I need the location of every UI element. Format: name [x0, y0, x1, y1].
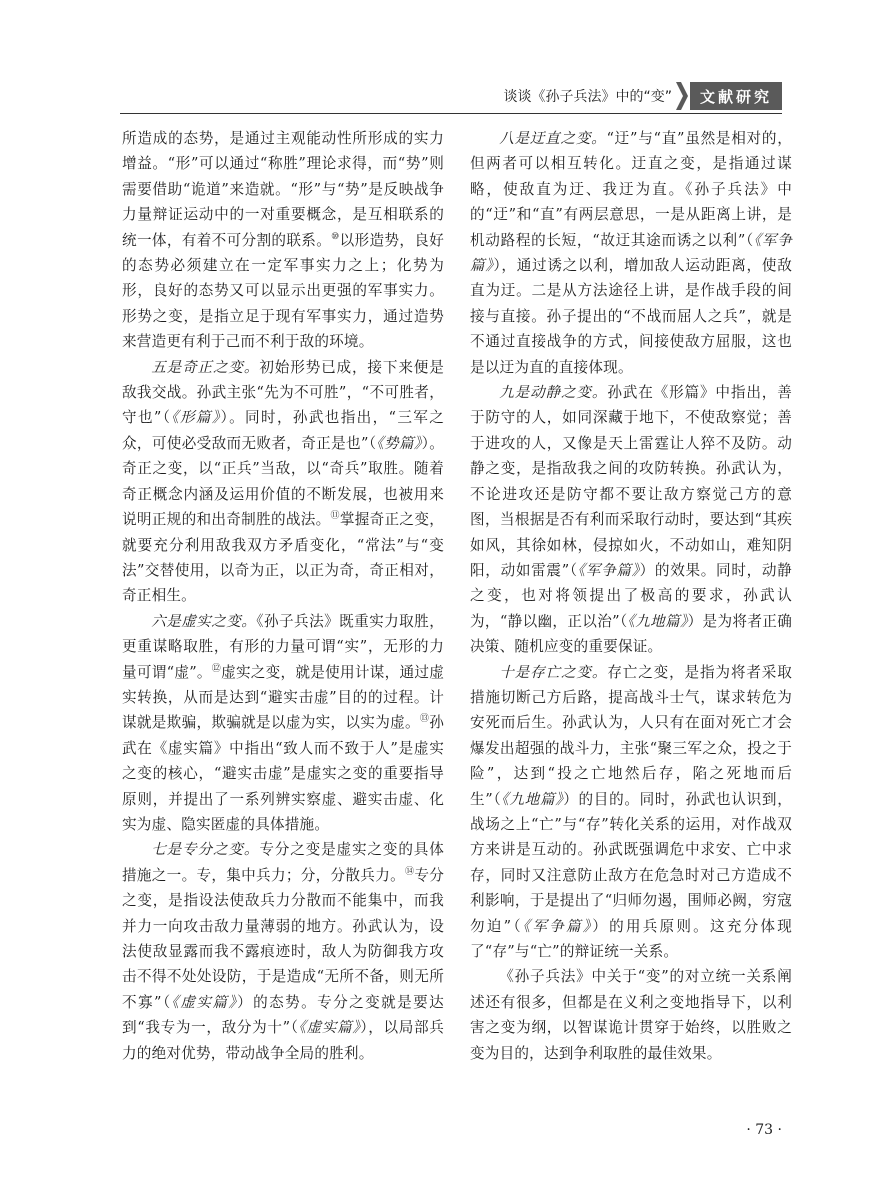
body-text: 专分之变是虚实之变的具体措施之一。专，集中兵力；分，分散兵力。: [122, 841, 445, 884]
body-text: 《孙子兵法》中关于“变”的对立统一关系阐述还有很多，但都是在义利之变地指导下，以利害之变为纲，以智谋诡计贯穿于始终，以胜败之变为目的，达到争利取胜的最佳效果。: [470, 968, 792, 1062]
body-text: “迂”与“直”虽然是相对的，但两者可以相互转化。迂直之变，是指通过谋略，使敌直为迂、我迂为直。《孙子兵法》中的“迂”和“直”有两层意思，一是从距离上讲，是机动路程的长短，“故迂其途而诱之以利”（: [470, 130, 792, 249]
footnote-ref: ⑪: [330, 511, 340, 522]
body-text: 孙武在《虚实篇》中指出“致人而不致于人”是虚实之变的核心，“避实击虚”是虚实之变的重要指导原则，并提出了一系列辨实察虚、避实击虚、化实为虚、隐实匿虚的具体措施。: [122, 714, 444, 833]
body-text: 专分之变，是指设法使敌兵力分散而不能集中，而我并力一向攻击敌力量薄弱的地方。孙武认为，设法使敌显露而我不露痕迹时，敌人为防御我方攻击不得不处处设防，于是造成“无所不备，则无所不寡”（: [122, 866, 445, 1011]
paragraph-p6: [470, 380, 792, 659]
emphasis-text: 《势篇》: [376, 434, 422, 452]
footnote-ref: ⑭: [405, 866, 415, 877]
paragraph-p4: [122, 837, 444, 1066]
body-text: ）。奇正之变，以“正兵”当敌，以“奇兵”取胜。随着奇正概念内涵及运用价值的不断发展，也被用来说明正规的和出奇制胜的战法。: [122, 434, 445, 529]
body-text: ）的态势。专分之变就是要达到“我专为一，敌分为十”（: [122, 993, 444, 1037]
body-text: 掌握奇正之变，就要充分利用敌我双方矛盾变化，“常法”与“变法”交替使用，以奇为正，以正为奇，奇正相对，奇正相生。: [122, 511, 445, 605]
body-text: 初始形势已成，接下来便是敌我交战。孙武主张“先为不可胜”，“不可胜者，守也”（: [122, 358, 445, 427]
emphasis-text: 十是存亡之变。: [499, 663, 608, 681]
chevron-icon: [676, 82, 688, 110]
paragraph-p5: [470, 126, 792, 380]
body-text: ）是为将者正确决策、随机应变的重要保证。: [470, 612, 792, 656]
body-text: ），以局部兵力的绝对优势，带动战争全局的胜利。: [122, 1019, 445, 1062]
left-column: [122, 126, 444, 1066]
body-text: 所造成的态势，是通过主观能动性所形成的实力增益。“形”可以通过“称胜”理论求得，而“势”则需要借助“诡道”来造就。“形”与“势”是反映战争力量辩证运动中的一对重要概念，是互相联系的统一体，有着不可分割的联系。: [122, 130, 444, 249]
emphasis-text: 八是迂直之变。: [499, 130, 607, 147]
paragraph-p8: [470, 964, 792, 1066]
emphasis-text: 《军争篇》: [577, 561, 640, 579]
body-text: 存亡之变，是指为将者采取措施切断己方后路，提高战斗士气，谋求转危为安死而后生。孙武认为，人只有在面对死亡才会爆发出超强的战斗力，主张“聚三军之众，投之于险”，达到“投之亡地然后存，陷之死地而后生”（: [470, 663, 793, 808]
emphasis-text: 六是虚实之变。: [151, 612, 257, 630]
emphasis-text: 《军争篇》: [470, 231, 792, 275]
body-text: ），通过诱之以利，增加敌人运动距离，使敌直为迂。二是从方法途径上讲，是作战手段的间接与直接。孙子提出的“不战而屈人之兵”，就是不通过直接战争的方式，间接使敌方屈服，这也是以迂为直的直接体现。: [470, 257, 793, 376]
paragraph-p7: [470, 660, 792, 965]
body-text: ）的效果。同时，动静之变，也对将领提出了极高的要求，孙武认为，“静以幽，正以治”（: [470, 561, 792, 630]
running-header: [470, 78, 782, 114]
right-column: [470, 126, 792, 1066]
emphasis-text: 《虚实篇》: [171, 993, 238, 1011]
body-text: 虚实之变，就是使用计谋，通过虚实转换，从而是达到“避实击虚”目的的过程。计谋就是欺骗，欺骗就是以虚为实，以实为虚。: [122, 663, 444, 732]
footnote-ref: ⑩: [331, 231, 340, 242]
emphasis-text: 《形篇》: [171, 409, 221, 427]
body-text: 孙武在《形篇》中指出，善于防守的人，如同深藏于地下，不使敌察觉；善于进攻的人，又像是天上雷霆让人猝不及防。动静之变，是指敌我之间的攻防转换。孙武认为，不论进攻还是防守都不要让敌方察觉己方的意图，当根据是否有利而采取行动时，要达到“其疾如风，其徐如林，侵掠如火，不动如山，难知阴阳，动如雷震”（: [470, 384, 793, 579]
footnote-ref: ⑬: [419, 714, 430, 725]
footnote-ref: ⑫: [211, 663, 222, 674]
emphasis-text: 七是专分之变。: [151, 841, 260, 859]
body-text: ）。同时，孙武也指出，“三军之众，可使必受敌而无败者，奇正是也”（: [122, 409, 444, 452]
body-text: ）的目的。同时，孙武也认识到，战场之上“亡”与“存”转化关系的运用，对作战双方来讲是互动的。孙武既强调危中求安、亡中求存，同时又注意防止敌方在危急时对己方造成不利影响，于是提出了“归师勿遏，围师必阙，穷寇勿迫”（: [470, 790, 792, 935]
header-rule: [120, 113, 782, 114]
emphasis-text: 《九地篇》: [627, 612, 688, 630]
paragraph-p3: [122, 609, 444, 838]
emphasis-text: 九是动静之变。: [499, 384, 608, 402]
paragraph-p1: [122, 126, 444, 355]
emphasis-text: 五是奇正之变。: [151, 358, 260, 376]
paragraph-p2: [122, 355, 444, 609]
emphasis-text: 《军争篇》: [522, 917, 593, 935]
body-text: ）的用兵原则。这充分体现了“存”与“亡”的辩证统一关系。: [470, 917, 792, 960]
body-text: 《孙子兵法》既重实力取胜，更重谋略取胜，有形的力量可谓“实”，无形的力量可谓“虚”。: [122, 612, 444, 681]
emphasis-text: 《虚实篇》: [298, 1019, 361, 1037]
section-tag: 文献研究: [690, 82, 782, 110]
body-text: 以形造势，良好的态势必须建立在一定军事实力之上；化势为形，良好的态势又可以显示出更强的军事实力。形势之变，是指立足于现有军事实力，通过造势来营造更有利于己而不利于敌的环境。: [122, 231, 444, 351]
page-number: · 73 ·: [746, 1122, 782, 1138]
running-title: 谈谈《孙子兵法》中的“变”: [503, 89, 672, 105]
emphasis-text: 《九地篇》: [501, 790, 564, 808]
